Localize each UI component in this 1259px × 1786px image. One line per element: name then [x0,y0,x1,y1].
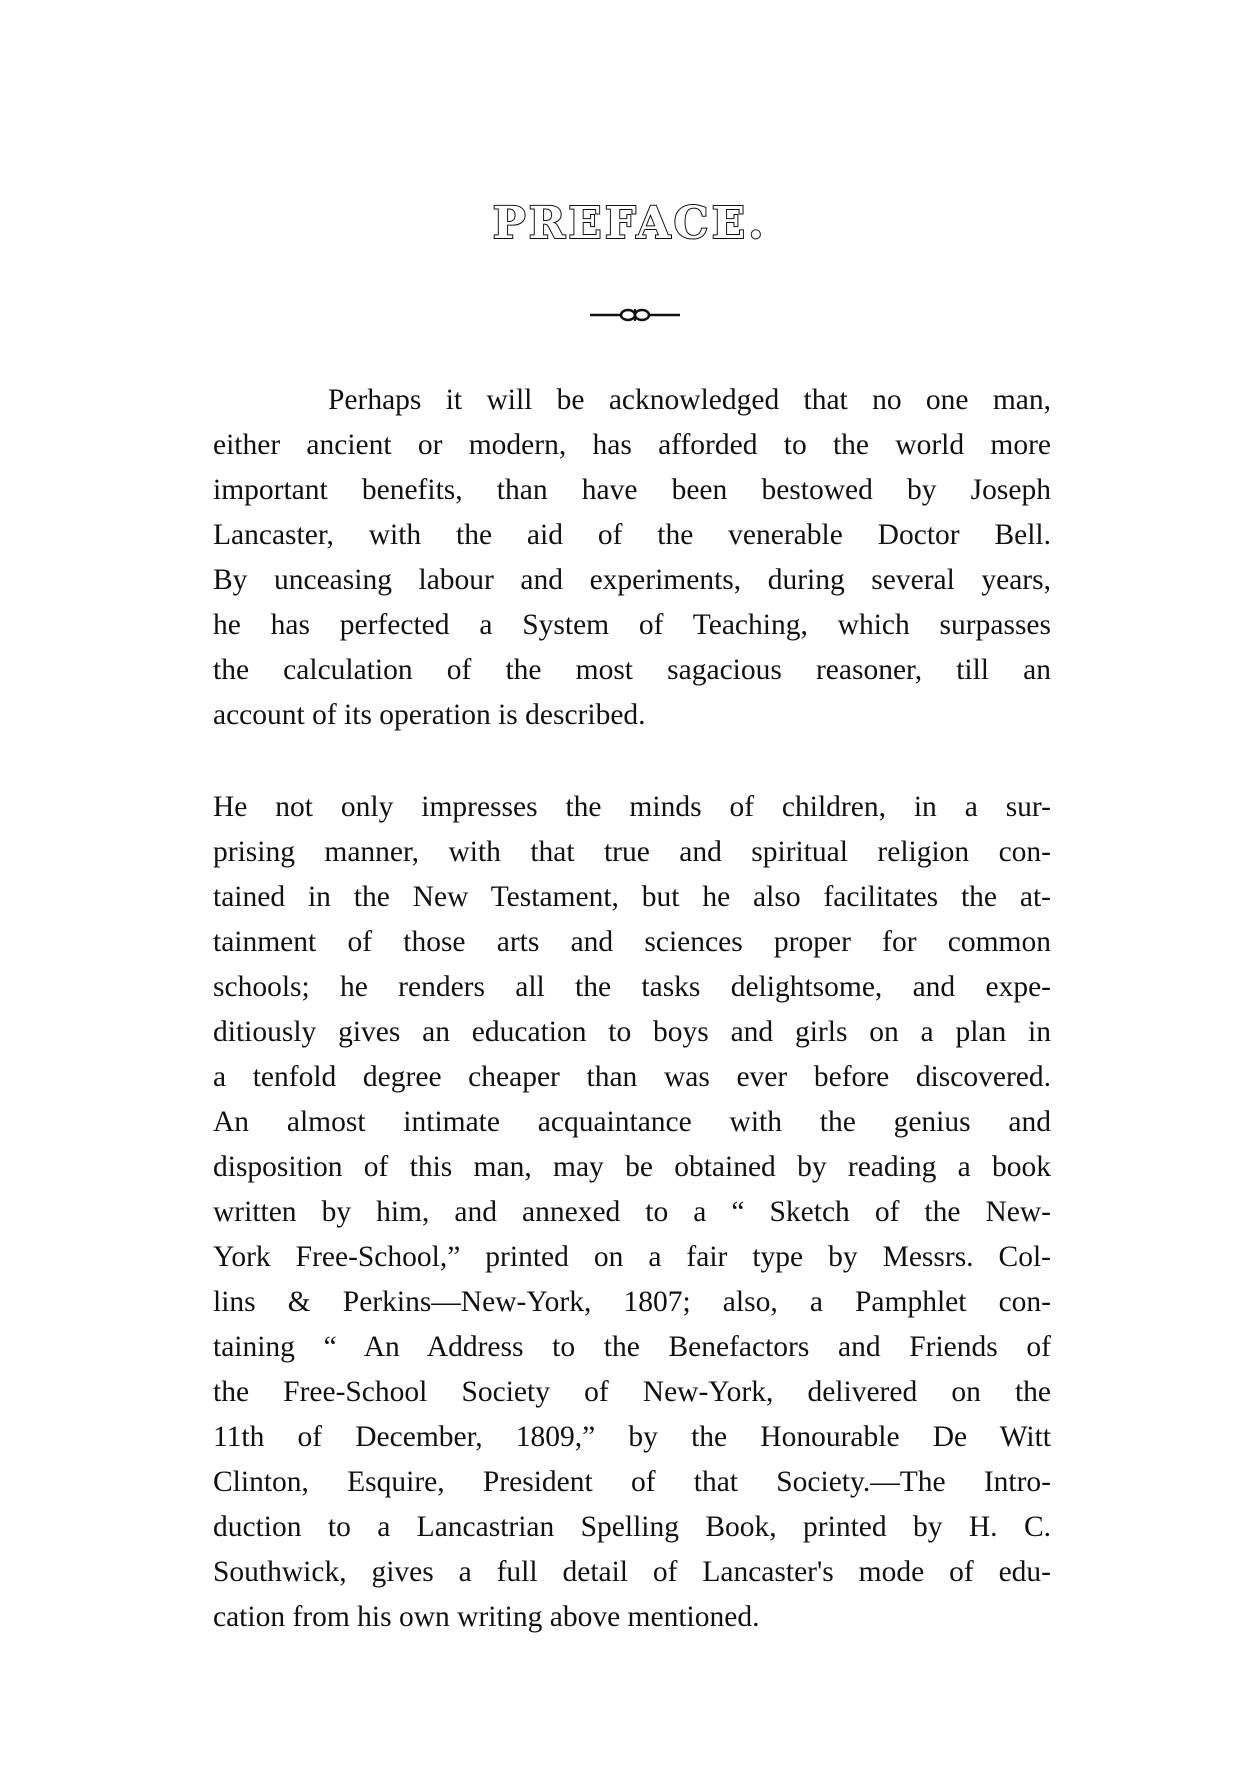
paragraph-1 [213,378,1051,738]
text-line: Perhaps it will be acknowledged that no one man, [328,384,1051,416]
text-line: By unceasing labour and experiments, during several years, [213,564,1051,596]
text-line: ditiously gives an education to boys and girls on a plan in [213,1016,1051,1048]
text-line: Lancaster, with the aid of the venerable Doctor Bell. [213,519,1051,551]
text-line: he has perfected a System of Teaching, which surpasses [213,609,1051,641]
text-line: tained in the New Testament, but he also facilitates the at- [213,881,1051,913]
text-line: the calculation of the most sagacious reasoner, till an [213,654,1051,686]
ornament-divider-icon [590,305,680,325]
text-line: either ancient or modern, has afforded to the world more [213,429,1051,461]
text-line: cation from his own writing above mentioned. [213,1601,760,1633]
text-line: York Free-School,” printed on a fair type by Messrs. Col- [213,1241,1051,1273]
text-line: duction to a Lancastrian Spelling Book, printed by H. C. [213,1511,1051,1543]
text-line: schools; he renders all the tasks delightsome, and expe- [213,971,1051,1003]
text-line: taining “ An Address to the Benefactors and Friends of [213,1331,1051,1363]
paragraph-2 [213,785,1051,1100]
text-line: disposition of this man, may be obtained by reading a book [213,1151,1051,1183]
text-line: Southwick, gives a full detail of Lancaster's mode of edu- [213,1556,1051,1588]
text-line: prising manner, with that true and spiritual religion con- [213,836,1051,868]
paragraph-3 [213,1100,1051,1640]
text-line: important benefits, than have been bestowed by Joseph [213,474,1051,506]
text-line: the Free-School Society of New-York, delivered on the [213,1376,1051,1408]
text-line: lins & Perkins—New-York, 1807; also, a Pamphlet con- [213,1286,1051,1318]
text-line: He not only impresses the minds of children, in a sur- [213,791,1051,823]
text-line: a tenfold degree cheaper than was ever before discovered. [213,1061,1051,1093]
text-line: 11th of December, 1809,” by the Honourable De Witt [213,1421,1051,1453]
text-line: tainment of those arts and sciences proper for common [213,926,1051,958]
text-line: written by him, and annexed to a “ Sketch of the New- [213,1196,1051,1228]
text-line: account of its operation is described. [213,699,646,731]
text-line: An almost intimate acquaintance with the genius and [213,1106,1051,1138]
text-line: Clinton, Esquire, President of that Society.—The Intro- [213,1466,1051,1498]
page-title: PREFACE. [492,198,767,249]
